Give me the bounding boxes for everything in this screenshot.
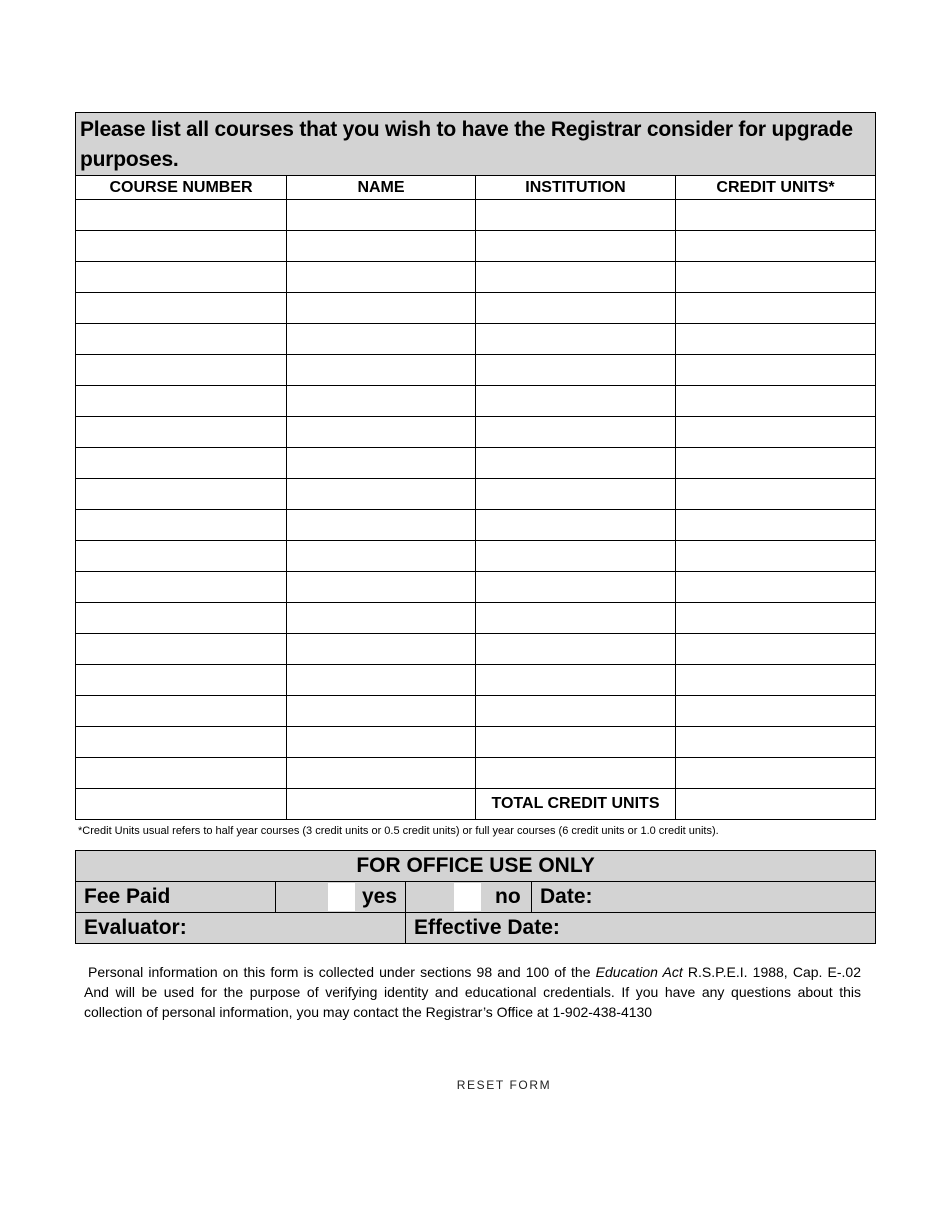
table-row	[76, 479, 876, 510]
institution-input[interactable]	[476, 448, 675, 478]
table-cell	[676, 572, 876, 603]
table-cell	[76, 789, 287, 820]
table-cell	[476, 758, 676, 789]
course-number-input[interactable]	[76, 448, 286, 478]
institution-input[interactable]	[476, 572, 675, 602]
table-cell	[676, 696, 876, 727]
credit-units-input[interactable]	[676, 386, 875, 416]
table-cell	[676, 293, 876, 324]
table-cell	[76, 510, 287, 541]
table-cell	[287, 510, 476, 541]
table-cell	[76, 572, 287, 603]
total-credit-units-cell	[676, 789, 876, 820]
table-row	[76, 634, 876, 665]
institution-input[interactable]	[476, 758, 675, 788]
table-cell	[287, 789, 476, 820]
table-cell	[676, 231, 876, 262]
fee-paid-yes-cell	[276, 882, 406, 913]
name-input[interactable]	[287, 293, 475, 323]
name-input[interactable]	[287, 634, 475, 664]
name-input[interactable]	[287, 448, 475, 478]
table-row	[76, 603, 876, 634]
institution-input[interactable]	[476, 324, 675, 354]
name-input[interactable]	[287, 758, 475, 788]
table-cell	[287, 634, 476, 665]
table-cell	[476, 696, 676, 727]
name-input[interactable]	[287, 324, 475, 354]
column-header-course-number: COURSE NUMBER	[76, 176, 287, 200]
credit-units-input[interactable]	[676, 727, 875, 757]
table-cell	[287, 417, 476, 448]
table-cell	[76, 758, 287, 789]
credit-units-input[interactable]	[676, 293, 875, 323]
institution-input[interactable]	[476, 665, 675, 695]
fee-paid-date-label: Date:	[532, 882, 876, 913]
table-cell	[476, 417, 676, 448]
credit-units-footnote: *Credit Units usual refers to half year courses (3 credit units or 0.5 credit units) or full year courses (6 credit units or 1.0 credit units).	[78, 825, 719, 837]
name-input[interactable]	[287, 417, 475, 447]
table-cell	[676, 727, 876, 758]
table-cell	[476, 262, 676, 293]
table-cell	[76, 479, 287, 510]
fee-paid-yes-checkbox[interactable]	[328, 883, 355, 911]
credit-units-input[interactable]	[676, 231, 875, 261]
column-header-name: NAME	[287, 176, 476, 200]
fee-paid-label: Fee Paid	[76, 882, 276, 913]
table-row	[76, 448, 876, 479]
institution-input[interactable]	[476, 634, 675, 664]
table-cell	[287, 324, 476, 355]
table-cell	[287, 231, 476, 262]
institution-input[interactable]	[476, 293, 675, 323]
table-cell	[476, 293, 676, 324]
table-cell	[676, 200, 876, 231]
credit-units-input[interactable]	[676, 417, 875, 447]
name-input[interactable]	[287, 355, 475, 385]
table-cell	[287, 262, 476, 293]
table-cell	[476, 386, 676, 417]
table-row	[76, 231, 876, 262]
institution-input[interactable]	[476, 696, 675, 726]
table-cell	[476, 603, 676, 634]
table-cell	[76, 417, 287, 448]
table-cell	[287, 603, 476, 634]
table-cell	[676, 324, 876, 355]
course-number-input[interactable]	[76, 231, 286, 261]
table-cell	[676, 603, 876, 634]
credit-units-input[interactable]	[676, 262, 875, 292]
table-row	[76, 572, 876, 603]
institution-input[interactable]	[476, 386, 675, 416]
name-input[interactable]	[287, 262, 475, 292]
name-input[interactable]	[287, 665, 475, 695]
institution-input[interactable]	[476, 200, 675, 230]
course-number-input[interactable]	[76, 417, 286, 447]
fee-paid-no-checkbox[interactable]	[454, 883, 481, 911]
table-row	[76, 200, 876, 231]
table-cell	[76, 262, 287, 293]
table-row	[76, 665, 876, 696]
institution-input[interactable]	[476, 355, 675, 385]
name-input[interactable]	[287, 541, 475, 571]
table-cell	[76, 324, 287, 355]
table-row	[76, 324, 876, 355]
table-cell	[287, 448, 476, 479]
course-number-input[interactable]	[76, 479, 286, 509]
table-cell	[676, 510, 876, 541]
table-cell	[476, 200, 676, 231]
privacy-text-after-act: R.S.P.E.I. 1988, Cap. E-.02 And will be used for the purpose of verifying identity and educational credentials. If you have any questions about this collection of personal information, you may contact the Registrar’s Office at 1-902-438-4130	[84, 964, 861, 1020]
privacy-text-before-act: Personal information on this form is collected under sections 98 and 100 of the	[88, 964, 596, 980]
table-cell	[476, 479, 676, 510]
table-cell	[676, 665, 876, 696]
table-cell	[287, 355, 476, 386]
name-input[interactable]	[287, 510, 475, 540]
office-use-table	[75, 850, 876, 944]
table-row	[76, 789, 876, 820]
institution-input[interactable]	[476, 231, 675, 261]
yes-label: yes	[362, 885, 398, 908]
courses-table	[75, 112, 876, 820]
reset-form-button[interactable]: RESET FORM	[444, 1076, 564, 1094]
table-cell	[676, 758, 876, 789]
name-input[interactable]	[287, 789, 475, 819]
table-cell	[76, 448, 287, 479]
table-cell	[287, 727, 476, 758]
table-cell	[476, 448, 676, 479]
table-cell	[676, 386, 876, 417]
table-cell	[287, 293, 476, 324]
table-cell	[476, 665, 676, 696]
table-cell	[676, 417, 876, 448]
table-row	[76, 386, 876, 417]
table-row	[76, 727, 876, 758]
course-number-input[interactable]	[76, 541, 286, 571]
table-cell	[287, 758, 476, 789]
table-cell	[476, 634, 676, 665]
institution-input[interactable]	[476, 479, 675, 509]
table-row	[76, 355, 876, 386]
table-cell	[76, 665, 287, 696]
credit-units-input[interactable]	[676, 448, 875, 478]
name-input[interactable]	[287, 603, 475, 633]
privacy-notice	[84, 962, 861, 1022]
fee-paid-row	[76, 882, 876, 913]
table-cell	[287, 572, 476, 603]
table-cell	[476, 324, 676, 355]
table-cell	[76, 727, 287, 758]
fee-paid-no-cell	[406, 882, 532, 913]
table-cell	[476, 572, 676, 603]
course-number-input[interactable]	[76, 200, 286, 230]
course-number-input[interactable]	[76, 634, 286, 664]
institution-input[interactable]	[476, 417, 675, 447]
table-cell	[676, 448, 876, 479]
name-input[interactable]	[287, 479, 475, 509]
course-number-input[interactable]	[76, 727, 286, 757]
table-cell	[676, 262, 876, 293]
table-cell	[76, 541, 287, 572]
table-cell	[287, 479, 476, 510]
table-cell	[76, 200, 287, 231]
table-cell	[476, 231, 676, 262]
table-cell	[76, 293, 287, 324]
table-cell	[287, 541, 476, 572]
name-input[interactable]	[287, 727, 475, 757]
course-number-input[interactable]	[76, 262, 286, 292]
institution-input[interactable]	[476, 262, 675, 292]
name-input[interactable]	[287, 231, 475, 261]
name-input[interactable]	[287, 386, 475, 416]
table-row	[76, 758, 876, 789]
table-cell	[76, 634, 287, 665]
table-cell	[287, 696, 476, 727]
table-row	[76, 696, 876, 727]
course-number-input[interactable]	[76, 572, 286, 602]
name-input[interactable]	[287, 200, 475, 230]
course-number-input[interactable]	[76, 696, 286, 726]
table-cell	[476, 510, 676, 541]
course-number-input[interactable]	[76, 510, 286, 540]
table-cell	[676, 541, 876, 572]
table-cell	[476, 541, 676, 572]
table-cell	[76, 355, 287, 386]
institution-input[interactable]	[476, 510, 675, 540]
institution-input[interactable]	[476, 541, 675, 571]
table-cell	[76, 603, 287, 634]
table-cell	[76, 696, 287, 727]
total-credit-units-label: TOTAL CREDIT UNITS	[476, 789, 676, 820]
table-cell	[287, 665, 476, 696]
evaluator-row	[76, 913, 876, 944]
name-input[interactable]	[287, 572, 475, 602]
education-act-name: Education Act	[595, 964, 683, 980]
credit-units-input[interactable]	[676, 634, 875, 664]
course-number-input[interactable]	[76, 603, 286, 633]
courses-title-row	[76, 113, 876, 176]
table-cell	[676, 355, 876, 386]
course-number-input[interactable]	[76, 758, 286, 788]
course-number-input[interactable]	[76, 324, 286, 354]
table-row	[76, 293, 876, 324]
course-number-input[interactable]	[76, 665, 286, 695]
column-header-row	[76, 176, 876, 200]
table-cell	[76, 231, 287, 262]
effective-date-label: Effective Date:	[406, 913, 876, 944]
credit-units-input[interactable]	[676, 541, 875, 571]
institution-input[interactable]	[476, 603, 675, 633]
table-cell	[676, 479, 876, 510]
credit-units-input[interactable]	[676, 572, 875, 602]
name-input[interactable]	[287, 696, 475, 726]
no-label: no	[495, 885, 521, 908]
credit-units-input[interactable]	[676, 758, 875, 788]
table-cell	[287, 200, 476, 231]
credit-units-input[interactable]	[676, 479, 875, 509]
institution-input[interactable]	[476, 727, 675, 757]
table-row	[76, 541, 876, 572]
table-row	[76, 510, 876, 541]
course-number-input[interactable]	[76, 386, 286, 416]
credit-units-input[interactable]	[676, 603, 875, 633]
credit-units-input[interactable]	[676, 665, 875, 695]
table-cell	[287, 386, 476, 417]
table-cell	[76, 386, 287, 417]
table-row	[76, 262, 876, 293]
course-number-input[interactable]	[76, 355, 286, 385]
credit-units-input[interactable]	[676, 324, 875, 354]
courses-table-title: Please list all courses that you wish to have the Registrar consider for upgrade purposes.	[76, 113, 876, 176]
credit-units-input[interactable]	[676, 510, 875, 540]
table-cell	[476, 727, 676, 758]
credit-units-input[interactable]	[676, 696, 875, 726]
course-number-input[interactable]	[76, 789, 286, 819]
office-use-title: FOR OFFICE USE ONLY	[76, 851, 876, 882]
credit-units-input[interactable]	[676, 200, 875, 230]
table-row	[76, 417, 876, 448]
course-number-input[interactable]	[76, 293, 286, 323]
credit-units-input[interactable]	[676, 355, 875, 385]
table-cell	[676, 634, 876, 665]
table-cell	[476, 355, 676, 386]
column-header-credit-units: CREDIT UNITS*	[676, 176, 876, 200]
office-title-row	[76, 851, 876, 882]
evaluator-label: Evaluator:	[76, 913, 406, 944]
total-credit-units-input[interactable]	[676, 789, 875, 819]
column-header-institution: INSTITUTION	[476, 176, 676, 200]
